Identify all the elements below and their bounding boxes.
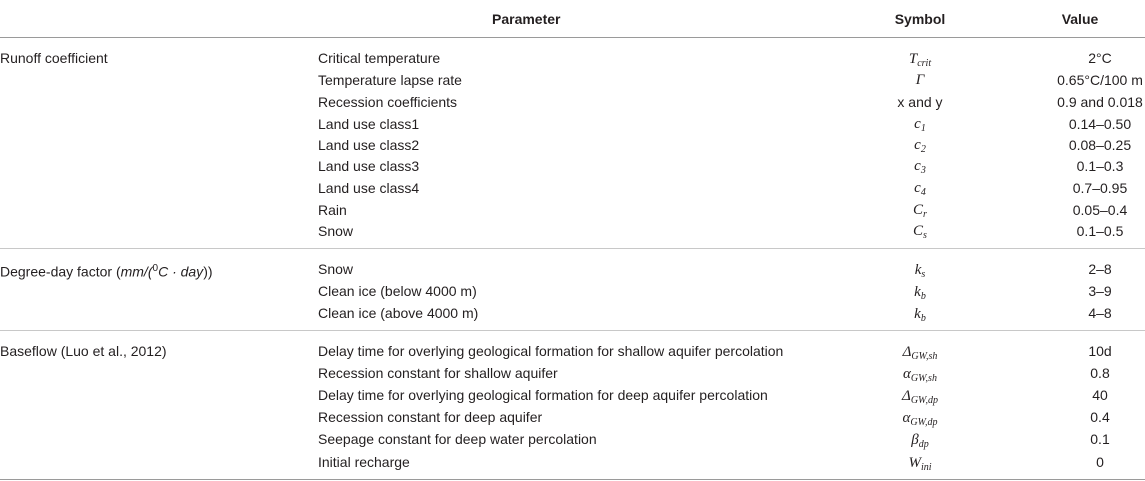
symbol-main: C	[913, 223, 924, 239]
param-symbol	[880, 387, 960, 405]
symbol-main: c	[914, 137, 921, 153]
param-value: 40	[1092, 387, 1108, 403]
param-value: 2°C	[1088, 50, 1112, 66]
param-symbol	[880, 454, 960, 472]
symbol-sub: s	[921, 269, 926, 280]
param-name: Land use class1	[318, 116, 420, 132]
param-value: 2–8	[1088, 261, 1112, 277]
symbol-main: W	[908, 455, 921, 471]
param-name: Delay time for overlying geological formation for shallow aquifer percolation	[318, 343, 784, 359]
table-header	[0, 0, 1145, 38]
symbol-sub: ini	[920, 462, 932, 473]
symbol-main: α	[902, 410, 911, 426]
param-value: 0.14–0.50	[1068, 116, 1132, 132]
symbol-main: β	[911, 432, 919, 448]
param-name: Recession constant for deep aquifer	[318, 409, 543, 425]
param-symbol	[880, 305, 960, 323]
param-value: 0.08–0.25	[1068, 137, 1132, 153]
group-divider	[0, 330, 1145, 331]
param-value: 0.1	[1090, 431, 1110, 447]
param-symbol	[880, 409, 960, 427]
symbol-sub: GW,sh	[910, 373, 937, 384]
symbol-sub: r	[923, 209, 927, 220]
header-parameter-label: Parameter	[492, 11, 561, 27]
param-value: 0	[1096, 454, 1104, 470]
param-name: Clean ice (above 4000 m)	[318, 305, 479, 321]
symbol-sub: GW,dp	[910, 417, 938, 428]
symbol-main: x and y	[897, 94, 943, 110]
param-value: 0.7–0.95	[1072, 180, 1128, 196]
param-name: Land use class4	[318, 180, 420, 196]
param-symbol	[880, 222, 960, 240]
symbol-sub: GW,dp	[910, 395, 938, 406]
symbol-main: T	[908, 51, 918, 67]
param-value: 0.65°C/100 m	[1057, 72, 1143, 88]
symbol-main: k	[914, 284, 921, 300]
param-value: 0.1–0.3	[1076, 158, 1124, 174]
symbol-main: c	[914, 116, 921, 132]
param-value: 3–9	[1088, 283, 1112, 299]
param-name: Land use class3	[318, 158, 420, 174]
symbol-sub: 3	[920, 165, 926, 176]
param-symbol	[880, 261, 960, 279]
header-value: Value	[1061, 11, 1099, 27]
param-name: Delay time for overlying geological formation for deep aquifer percolation	[318, 387, 768, 403]
table-bottom-rule	[0, 479, 1145, 480]
symbol-main: c	[914, 158, 921, 174]
param-name: Rain	[318, 202, 347, 218]
param-symbol	[880, 115, 960, 133]
param-symbol	[880, 343, 960, 361]
header-symbol: Symbol	[894, 11, 946, 27]
symbol-sub: crit	[917, 58, 932, 69]
symbol-sub: dp	[918, 439, 929, 450]
category-baseflow: Baseflow (Luo et al., 2012)	[0, 343, 167, 359]
param-symbol	[880, 136, 960, 154]
symbol-main: k	[914, 262, 922, 278]
param-value: 0.1–0.5	[1076, 223, 1124, 239]
param-name: Initial recharge	[318, 454, 410, 470]
param-name: Temperature lapse rate	[318, 72, 462, 88]
category-degree-day	[0, 260, 213, 281]
symbol-sub: b	[920, 313, 926, 324]
param-name: Recession constant for shallow aquifer	[318, 365, 558, 381]
symbol-main: α	[903, 366, 911, 382]
group-divider	[0, 248, 1145, 249]
symbol-sub: 4	[920, 187, 926, 198]
category-unit2: C · day	[158, 263, 204, 280]
symbol-main: C	[913, 202, 924, 218]
symbol-sub: s	[923, 230, 927, 241]
param-value: 10d	[1088, 343, 1112, 359]
category-prefix: Degree-day factor (	[0, 263, 121, 280]
category-unit: mm/(	[120, 263, 153, 280]
symbol-main: Δ	[902, 344, 912, 360]
param-value: 0.9 and 0.018	[1057, 94, 1143, 110]
param-name: Snow	[318, 223, 354, 239]
param-symbol	[880, 71, 960, 89]
symbol-sub: b	[920, 291, 926, 302]
param-name: Critical temperature	[318, 50, 441, 66]
param-symbol	[880, 365, 960, 383]
param-value: 0.8	[1090, 365, 1110, 381]
param-symbol	[880, 179, 960, 197]
param-name: Snow	[318, 261, 354, 277]
symbol-sub: GW,sh	[911, 351, 938, 362]
param-name: Clean ice (below 4000 m)	[318, 283, 477, 299]
param-name: Seepage constant for deep water percolation	[318, 431, 597, 447]
category-suffix: ))	[203, 263, 213, 280]
param-value: 0.4	[1090, 409, 1110, 425]
symbol-main: Γ	[915, 72, 925, 88]
param-symbol	[880, 431, 960, 449]
symbol-main: c	[914, 180, 921, 196]
category-sup: 0	[152, 263, 159, 274]
symbol-sub: 1	[920, 123, 926, 134]
param-symbol	[880, 201, 960, 219]
symbol-sub: 2	[920, 144, 926, 155]
param-symbol	[880, 50, 960, 68]
param-name: Recession coefficients	[318, 94, 458, 110]
param-value: 4–8	[1088, 305, 1112, 321]
param-symbol	[880, 157, 960, 175]
symbol-main: Δ	[902, 388, 911, 404]
param-value: 0.05–0.4	[1072, 202, 1128, 218]
param-symbol	[880, 93, 960, 111]
category-runoff: Runoff coefficient	[0, 50, 108, 66]
symbol-main: k	[914, 306, 921, 322]
param-symbol	[880, 283, 960, 301]
param-name: Land use class2	[318, 137, 420, 153]
